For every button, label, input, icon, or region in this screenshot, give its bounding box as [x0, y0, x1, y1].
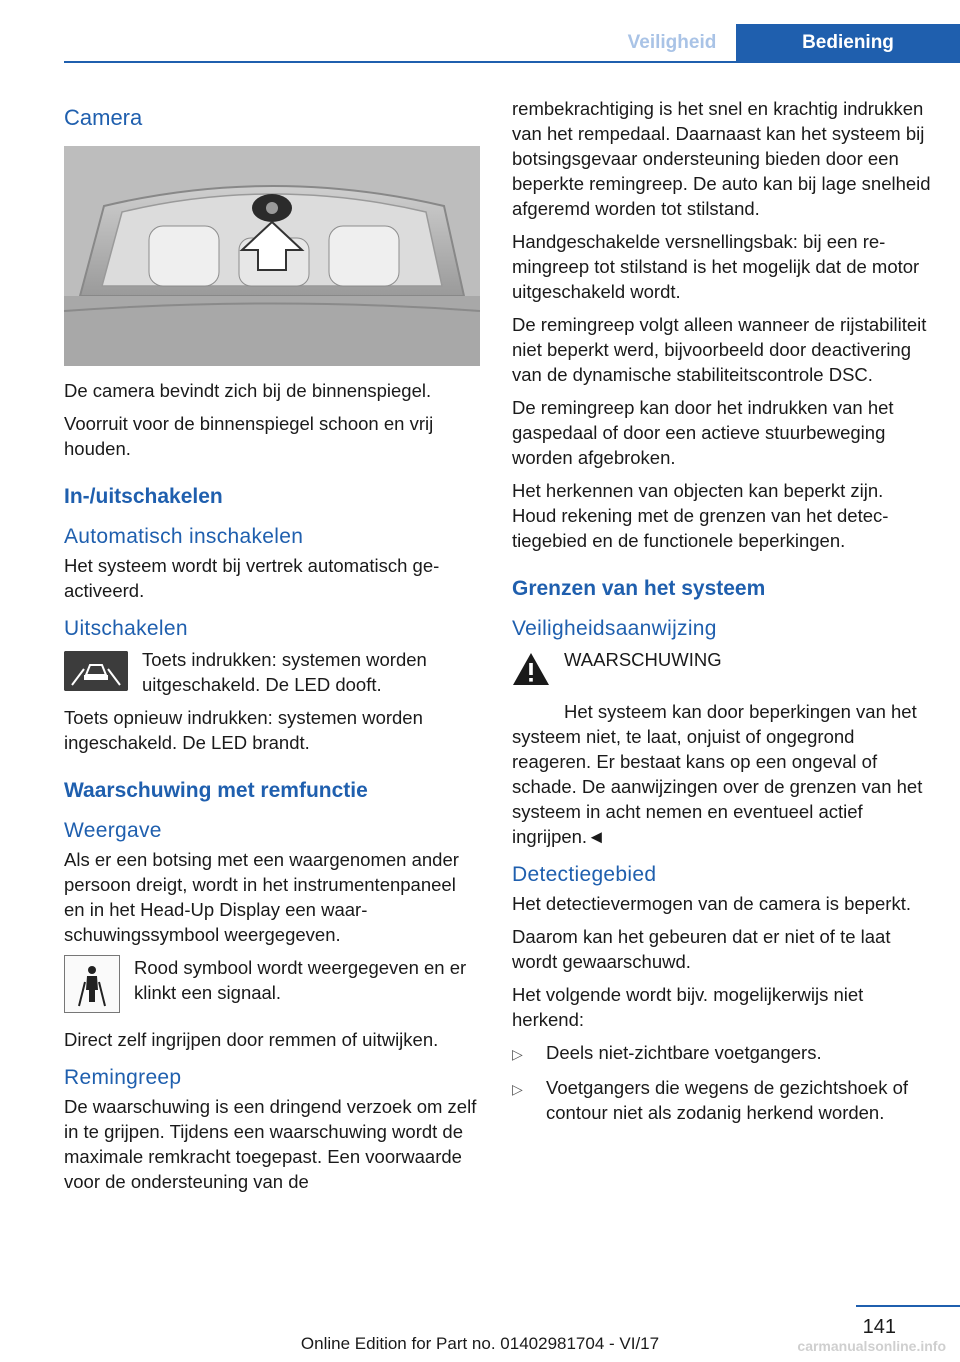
warning-text: Het systeem kan door beperkingen van het systeem niet, te laat, onjuist of ongegrond reageren. Er bestaat kans op een ongeval of schade. De aanwijzingen over de grenzen van het systeem in acht nemen en eventueel actief ingrijpen.◄: [512, 701, 923, 847]
bullet-arrow-icon: ▷: [512, 1081, 523, 1097]
off-icon-text: Toets indrukken: systemen worden uitgeschakeld. De LED dooft.: [142, 649, 427, 695]
right-text-3: De remingreep volgt alleen wanneer de rijstabiliteit niet beperkt werd, bijvoorbeeld door deactivering van de dynamische stabiliteitscontrole DSC.: [512, 314, 927, 385]
off-instruction: [64, 647, 480, 697]
right-text-5: Het herkennen van objecten kan beperkt zijn. Houd rekening met de grenzen van het detectiegebied en de functionele beperkingen.: [512, 480, 889, 551]
warning-label: WAARSCHUWING: [564, 649, 722, 670]
right-text-1: rembekrachtiging is het snel en krachtig indrukken van het rempedaal. Daarnaast kan het systeem bij botsingsgevaar ondersteuning bieden door een beperkte remingreep. De auto kan bij lage snelheid afgeremd worden tot stilstand.: [512, 98, 931, 219]
section-tabs: [608, 24, 960, 62]
onoff-heading: In-/uitschakelen: [64, 485, 223, 508]
brake-heading: Remingreep: [64, 1066, 182, 1089]
warning-triangle-icon: [512, 647, 550, 693]
footer-divider: [856, 1305, 960, 1307]
warning-label-wrap: [564, 647, 722, 672]
off-heading: Uitschakelen: [64, 617, 188, 640]
auto-text: Het systeem wordt bij vertrek automatisch geactiveerd.: [64, 555, 440, 601]
detection-list: [512, 1040, 932, 1125]
warning-brake-heading: Waarschuwing met remfunctie: [64, 779, 368, 802]
off-text: Toets opnieuw indrukken: systemen worden ingeschakeld. De LED brandt.: [64, 707, 423, 753]
limits-heading: Grenzen van het systeem: [512, 577, 766, 600]
warning-block: [512, 647, 932, 693]
edition-footer: Online Edition for Part no. 01402981704 - VI/17: [300, 1334, 660, 1353]
camera-location-photo: [64, 146, 480, 366]
pedestrian-instruction: [64, 955, 480, 1019]
bullet-arrow-icon: ▷: [512, 1046, 523, 1062]
display-text: Als er een botsing met een waargenomen ander persoon dreigt, wordt in het instrumentenpaneel en in het Head-Up Display een waarschuwingssymbool weergegeven.: [64, 849, 459, 945]
auto-heading: Automatisch inschakelen: [64, 525, 304, 548]
camera-text-2: Voorruit voor de binnenspiegel schoon en vrij houden.: [64, 413, 434, 459]
detection-text-2: Daarom kan het gebeuren dat er niet of te laat wordt gewaarschuwd.: [512, 926, 891, 972]
watermark: carmanualsonline.info: [797, 1338, 946, 1354]
camera-text-1: De camera bevindt zich bij de binnenspiegel.: [64, 380, 432, 401]
page-number: 141: [862, 1316, 896, 1338]
detection-text-1: Het detectievermogen van de camera is beperkt.: [512, 893, 911, 914]
tab-bediening[interactable]: Bediening: [736, 24, 960, 62]
list-item-text: Voetgangers die wegens de gezichtshoek of contour niet als zodanig herkend worden.: [546, 1077, 909, 1123]
display-text-2: Direct zelf ingrijpen door remmen of uitwijken.: [64, 1029, 439, 1050]
right-text-2: Handgeschakelde versnellingsbak: bij een remingreep tot stilstand is het mogelijk dat de motor uitgeschakeld wordt.: [512, 231, 920, 302]
list-item: [512, 1075, 932, 1125]
detection-text-3: Het volgende wordt bijv. mogelijkerwijs niet herkend:: [512, 984, 864, 1030]
list-item-text: Deels niet-zichtbare voetgangers.: [546, 1042, 822, 1063]
pedestrian-warning-icon: [64, 955, 120, 1019]
tab-veiligheid[interactable]: Veiligheid: [608, 24, 736, 62]
left-column: [64, 96, 480, 1202]
display-icon-text: Rood symbool wordt weergegeven en er klinkt een signaal.: [134, 957, 467, 1003]
right-text-4: De remingreep kan door het indrukken van het gaspedaal of door een actieve stuurbeweging worden afgebroken.: [512, 397, 894, 468]
safety-heading: Veiligheidsaanwijzing: [512, 617, 717, 640]
brake-text: De waarschuwing is een dringend verzoek om zelf in te grijpen. Tijdens een waarschuwing wordt de maximale remkracht toegepast. Een voorwaarde voor de ondersteuning van de: [64, 1096, 477, 1192]
assist-button-icon: [64, 647, 128, 697]
list-item: [512, 1040, 932, 1067]
detection-heading: Detectiegebied: [512, 863, 657, 886]
header-divider: [64, 61, 960, 63]
camera-heading: Camera: [64, 105, 143, 130]
display-heading: Weergave: [64, 819, 162, 842]
right-column: [512, 96, 932, 1133]
